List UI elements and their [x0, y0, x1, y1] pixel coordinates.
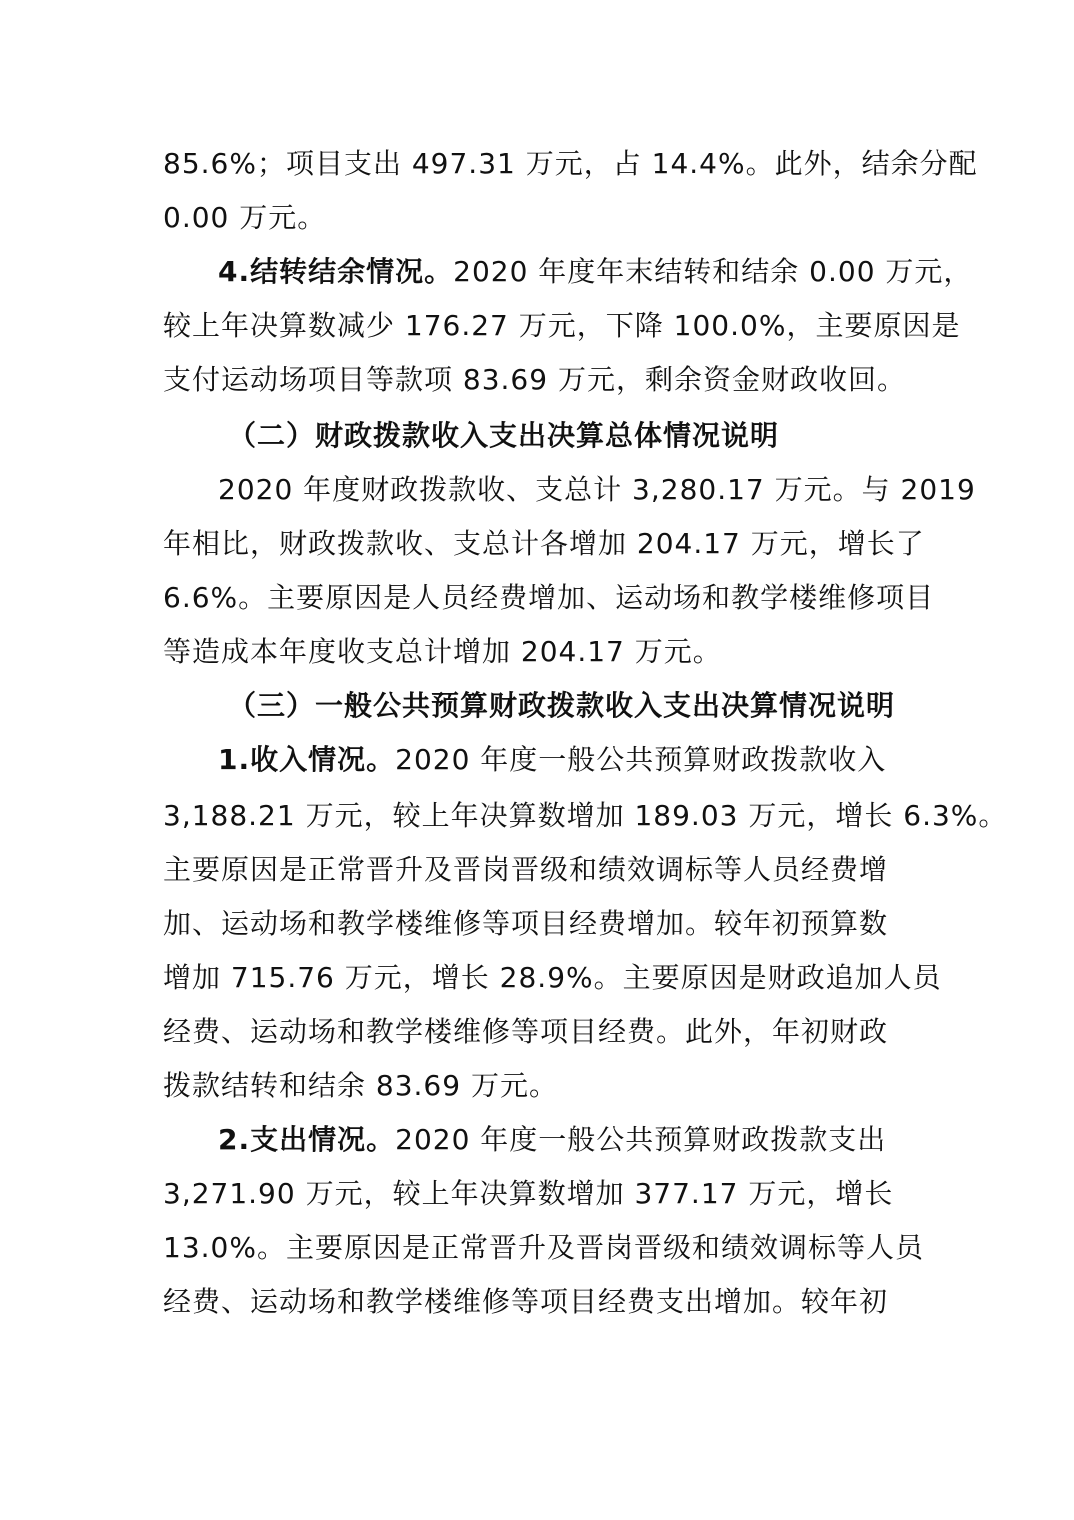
text-line: 13.0%。主要原因是正常晋升及晋岗晋级和绩效调标等人员	[163, 1231, 924, 1264]
expense-paragraph-first-line	[218, 1120, 886, 1160]
text-line: 增加 715.76 万元，增长 28.9%。主要原因是财政追加人员	[163, 961, 942, 994]
section-heading-3: （三）一般公共预算财政拨款收入支出决算情况说明	[228, 689, 896, 722]
carryover-lead: 4.结转结余情况。	[218, 255, 454, 288]
text-line: 2020 年度一般公共预算财政拨款支出	[395, 1123, 887, 1156]
text-line: 3,271.90 万元，较上年决算数增加 377.17 万元，增长	[163, 1177, 894, 1210]
text-line: 经费、运动场和教学楼维修等项目经费。此外，年初财政	[163, 1015, 889, 1048]
carryover-paragraph-first-line	[218, 252, 972, 292]
expense-lead: 2.支出情况。	[218, 1123, 396, 1156]
text-line: 85.6%；项目支出 497.31 万元，占 14.4%。此外，结余分配	[163, 147, 978, 180]
text-line: 经费、运动场和教学楼维修等项目经费支出增加。较年初	[163, 1285, 889, 1318]
text-line: 6.6%。主要原因是人员经费增加、运动场和教学楼维修项目	[163, 581, 935, 614]
text-line: 支付运动场项目等款项 83.69 万元，剩余资金财政收回。	[163, 363, 906, 396]
income-paragraph-first-line	[218, 740, 886, 780]
text-line: 等造成本年度收支总计增加 204.17 万元。	[163, 635, 722, 668]
text-line: 2020 年度财政拨款收、支总计 3,280.17 万元。与 2019	[218, 473, 976, 506]
text-line: 较上年决算数减少 176.27 万元，下降 100.0%，主要原因是	[163, 309, 961, 342]
text-line: 3,188.21 万元，较上年决算数增加 189.03 万元，增长 6.3%。	[163, 799, 1008, 832]
text-line: 年相比，财政拨款收、支总计各增加 204.17 万元，增长了	[163, 527, 925, 560]
text-line: 2020 年度年末结转和结余 0.00 万元，	[453, 255, 973, 288]
text-line: 主要原因是正常晋升及晋岗晋级和绩效调标等人员经费增	[163, 853, 889, 886]
text-line: 0.00 万元。	[163, 201, 327, 234]
text-line: 加、运动场和教学楼维修等项目经费增加。较年初预算数	[163, 907, 889, 940]
section-heading-2: （二）财政拨款收入支出决算总体情况说明	[228, 419, 780, 452]
text-line: 2020 年度一般公共预算财政拨款收入	[395, 743, 887, 776]
text-line: 拨款结转和结余 83.69 万元。	[163, 1069, 558, 1102]
income-lead: 1.收入情况。	[218, 743, 396, 776]
